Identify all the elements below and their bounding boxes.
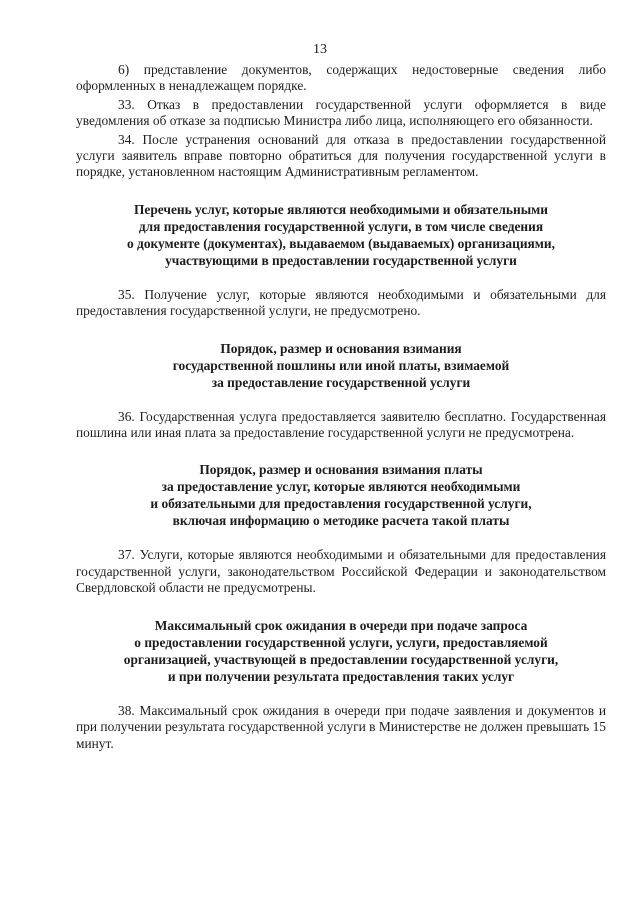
section-heading-queue-time bbox=[76, 617, 606, 685]
heading-line: и при получении результата предоставления таких услуг bbox=[167, 668, 515, 684]
heading-line: Перечень услуг, которые являются необходимыми и обязательными bbox=[134, 201, 548, 217]
section-heading-required-services bbox=[76, 201, 606, 269]
paragraph-35: 35. Получение услуг, которые являются необходимыми и обязательными для предоставления государственной услуги, не предусмотрено. bbox=[76, 286, 606, 319]
paragraph-item-6: 6) представление документов, содержащих недостоверные сведения либо оформленных в ненадлежащем порядке. bbox=[76, 62, 606, 94]
heading-line: Порядок, размер и основания взимания платы bbox=[199, 462, 483, 478]
heading-line: для предоставления государственной услуги, в том числе сведения bbox=[138, 218, 544, 234]
heading-line: за предоставление услуг, которые являются необходимыми bbox=[161, 479, 521, 495]
document-body bbox=[76, 62, 606, 754]
heading-line: участвующими в предоставлении государственной услуги bbox=[165, 252, 517, 268]
heading-line: о предоставлении государственной услуги, услуги, предоставляемой bbox=[134, 634, 548, 650]
heading-line: Порядок, размер и основания взимания bbox=[220, 340, 462, 356]
paragraph-34: 34. После устранения оснований для отказа в предоставлении государственной услуги заявитель вправе повторно обратиться для получения государственной услуги в порядке, установленном настоящим Административным регламентом. bbox=[76, 131, 606, 180]
heading-line: Максимальный срок ожидания в очереди при подаче запроса bbox=[154, 617, 528, 633]
paragraph-38: 38. Максимальный срок ожидания в очереди при подаче заявления и документов и при получении результата государственной услуги в Министерстве не должен превышать 15 минут. bbox=[76, 702, 606, 751]
heading-line: о документе (документах), выдаваемом (выдаваемых) организациями, bbox=[127, 235, 555, 251]
heading-line: за предоставление государственной услуги bbox=[211, 374, 471, 390]
paragraph-36: 36. Государственная услуга предоставляется заявителю бесплатно. Государственная пошлина или иная плата за предоставление государственной услуги не предусмотрена. bbox=[76, 408, 606, 441]
heading-line: включая информацию о методике расчета такой платы bbox=[172, 513, 510, 529]
heading-line: государственной пошлины или иной платы, взимаемой bbox=[172, 357, 510, 373]
heading-line: организацией, участвующей в предоставлении государственной услуги, bbox=[123, 651, 559, 667]
page-number: 13 bbox=[313, 42, 327, 57]
paragraph-37: 37. Услуги, которые являются необходимыми и обязательными для предоставления государственной услуги, законодательством Российской Федерации и законодательством Свердловской области не предусмотрены. bbox=[76, 547, 606, 596]
heading-line: и обязательными для предоставления государственной услуги, bbox=[150, 496, 532, 512]
paragraph-33: 33. Отказ в предоставлении государственной услуги оформляется в виде уведомления об отказе за подписью Министра либо лица, исполняющего его обязанности. bbox=[76, 96, 606, 129]
section-heading-state-fee bbox=[76, 340, 606, 391]
section-heading-service-fee bbox=[76, 461, 606, 529]
